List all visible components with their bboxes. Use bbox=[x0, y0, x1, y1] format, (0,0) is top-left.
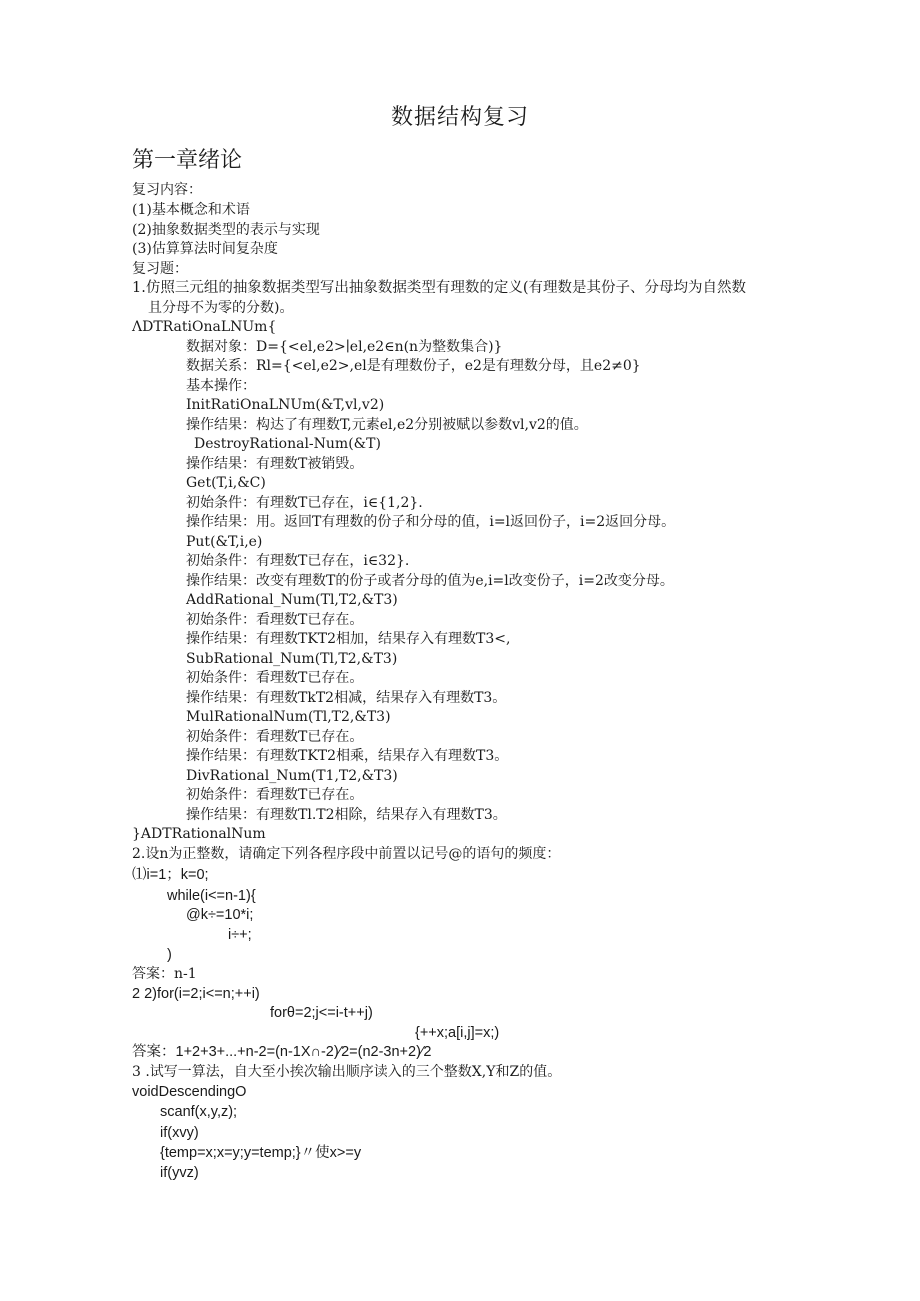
text-line: 且分母不为零的分数)。 bbox=[148, 300, 294, 316]
code-line: ⑴i=1；k=0; bbox=[132, 867, 209, 883]
code-line: {temp=x;x=y;y=temp;}〃使x>=y bbox=[160, 1145, 362, 1161]
text-line: 操作结果：有理数TKT2相加，结果存入有理数T3<, bbox=[186, 631, 511, 647]
code-line: while(i<=n-1){ bbox=[167, 888, 256, 904]
text-line: 操作结果：用。返回T有理数的份子和分母的值，i=l返回份子，i=2返回分母。 bbox=[186, 514, 676, 530]
text-line: (3)估算算法时间复杂度 bbox=[132, 241, 278, 257]
code-line: scanf(x,y,z); bbox=[160, 1104, 238, 1120]
text-line: }ADTRationalNum bbox=[132, 826, 266, 842]
text-line: MulRationalNum(Tl,T2,&T3) bbox=[186, 709, 391, 725]
text-line: 初始条件：有理数T已存在，i∈32}. bbox=[186, 553, 410, 569]
text-line: 1.仿照三元组的抽象数据类型写出抽象数据类型有理数的定义(有理数是其份子、分母均为自然数 bbox=[132, 280, 746, 296]
code-line: voidDescendingO bbox=[132, 1084, 247, 1100]
text-line: SubRational_Num(Tl,T2,&T3) bbox=[186, 651, 398, 667]
text-line: 操作结果：有理数Tl.T2相除，结果存入有理数T3。 bbox=[186, 807, 507, 823]
code-line: if(xvy) bbox=[160, 1125, 199, 1141]
text-line: 复习内容： bbox=[132, 182, 202, 198]
text-line: (1)基本概念和术语 bbox=[132, 202, 250, 218]
code-line: {++x;a[i,j]=x;) bbox=[415, 1025, 500, 1041]
text-line: Get(T,i,&C) bbox=[186, 475, 266, 491]
text-line: 初始条件：看理数T已存在。 bbox=[186, 787, 364, 803]
code-line: if(yvz) bbox=[160, 1165, 199, 1181]
answer-line: 答案：1+2+3+...+n-2=(n-1X∩-2)∕2=(n2-3n+2)∕2 bbox=[132, 1044, 432, 1060]
text-line: 3 .试写一算法，自大至小挨次输出顺序读入的三个整数X,Y和Z的值。 bbox=[132, 1064, 562, 1080]
text-line: DivRational_Num(T1,T2,&T3) bbox=[186, 768, 398, 784]
text-line: 操作结果：有理数TKT2相乘，结果存入有理数T3。 bbox=[186, 748, 509, 764]
text-line: 初始条件：看理数T已存在。 bbox=[186, 729, 364, 745]
text-line: 数据对象：D={<el,e2>∣el,e2∈n(n为整数集合)} bbox=[186, 339, 503, 355]
text-line: Put(&T,i,e) bbox=[186, 534, 263, 550]
text-line: 初始条件：看理数T已存在。 bbox=[186, 670, 364, 686]
text-line: 操作结果：改变有理数T的份子或者分母的值为e,i=l改变份子，i=2改变分母。 bbox=[186, 573, 674, 589]
text-line: 基本操作： bbox=[186, 378, 256, 394]
text-line: InitRatiOnaLNUm(&T,vl,v2) bbox=[186, 397, 385, 413]
text-line: 复习题： bbox=[132, 261, 188, 277]
text-line: 操作结果：有理数T被销毁。 bbox=[186, 456, 364, 472]
code-line: i÷+; bbox=[228, 927, 252, 943]
code-line: 2 2)for(i=2;i<=n;++i) bbox=[132, 986, 260, 1002]
text-line: 数据关系：Rl={<el,e2>,el是有理数份子，e2是有理数分母，且e2≠0} bbox=[186, 358, 641, 374]
text-line: 操作结果：有理数TkT2相减，结果存入有理数T3。 bbox=[186, 690, 507, 706]
code-line: @k÷=10*i; bbox=[186, 907, 254, 923]
text-line: 初始条件：看理数T已存在。 bbox=[186, 612, 364, 628]
code-line: forθ=2;j<=i-t++j) bbox=[270, 1005, 373, 1021]
text-line: (2)抽象数据类型的表示与实现 bbox=[132, 222, 320, 238]
text-line: 2.设n为正整数，请确定下列各程序段中前置以记号@的语句的频度： bbox=[132, 846, 561, 862]
text-line: 初始条件：有理数T已存在，i∈{1,2}. bbox=[186, 495, 423, 511]
chapter-heading: 第一章绪论 bbox=[132, 148, 243, 173]
text-line: ΛDTRatiOnaLNUm{ bbox=[132, 319, 277, 335]
code-line: ) bbox=[167, 947, 172, 963]
text-line: 操作结果：构达了有理数T,元素el,e2分别被赋以参数vl,v2的值。 bbox=[186, 417, 588, 433]
text-line: AddRational_Num(Tl,T2,&T3) bbox=[186, 592, 398, 608]
answer-line: 答案：n-1 bbox=[132, 966, 197, 982]
text-line: DestroyRational-Num(&T) bbox=[194, 436, 381, 452]
page-title: 数据结构复习 bbox=[390, 105, 529, 130]
